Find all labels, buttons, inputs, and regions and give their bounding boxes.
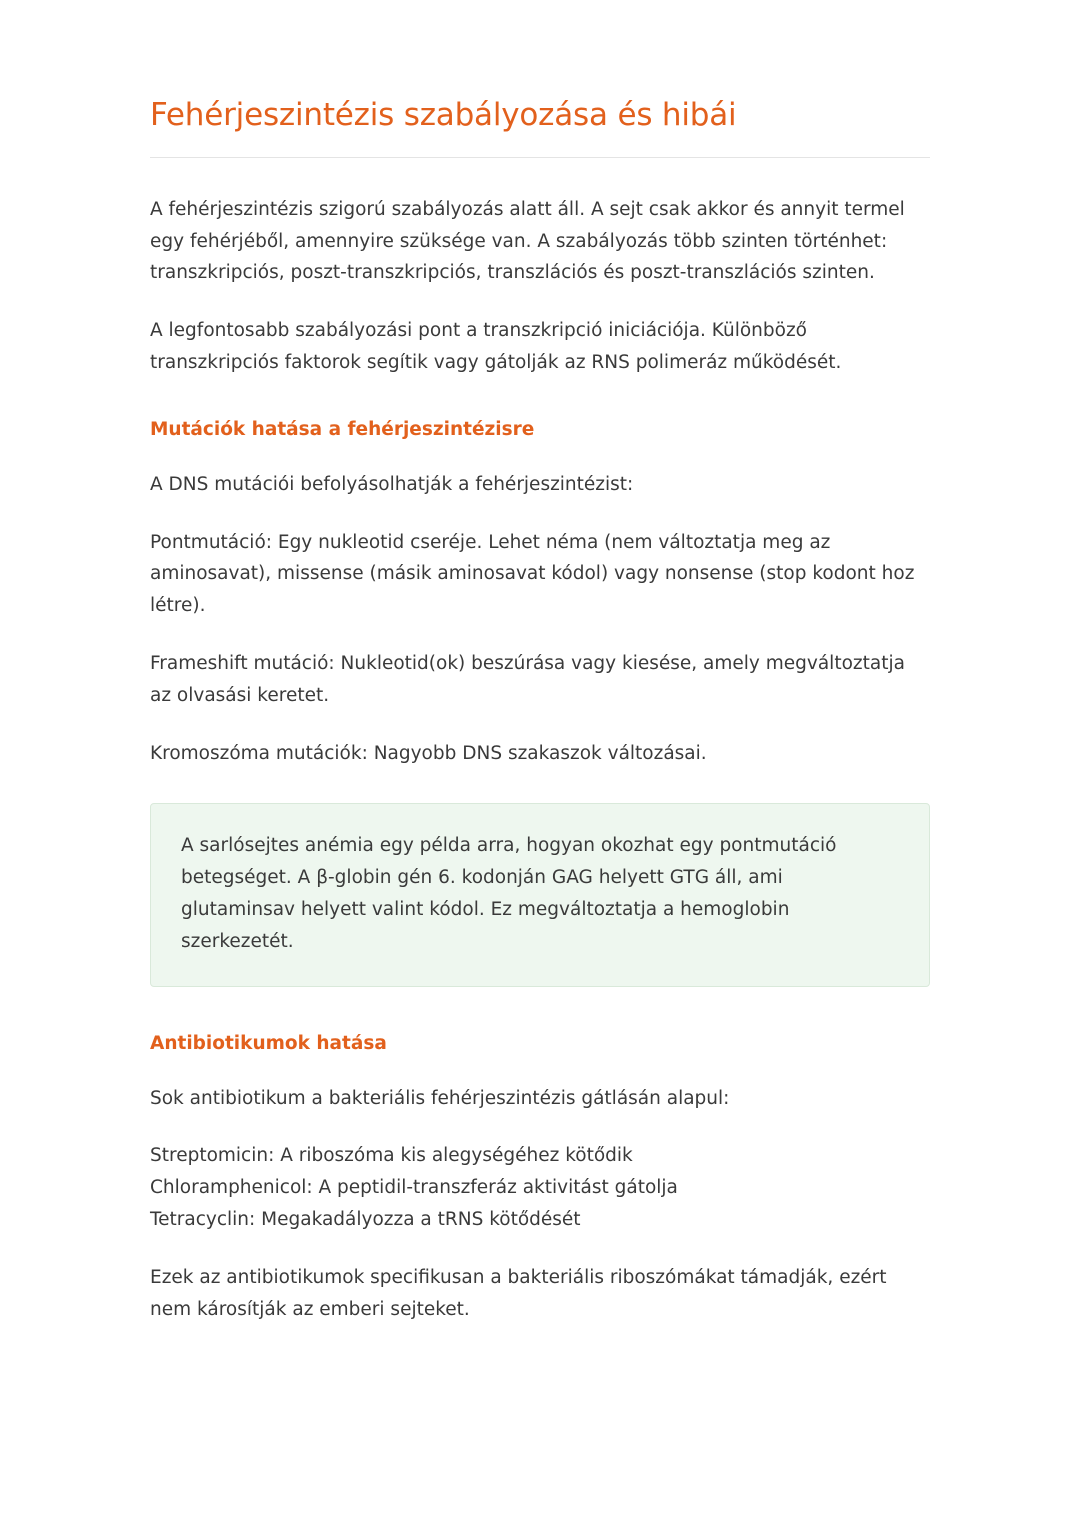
mutation-chromosome: Kromoszóma mutációk: Nagyobb DNS szakaszok változásai. — [150, 742, 707, 764]
example-callout-text: A sarlósejtes anémia egy példa arra, hogyan okozhat egy pontmutáció betegséget. A β-globin gén 6. kodonján GAG helyett GTG áll, ami glutaminsav helyett valint kódol. Ez megváltoztatja a hemoglobin szerkezetét. — [181, 835, 837, 952]
mutations-lead: A DNS mutációi befolyásolhatják a fehérjeszintézist: — [150, 473, 634, 495]
mutation-frameshift: Frameshift mutáció: Nukleotid(ok) beszúrása vagy kiesése, amely megváltoztatja az olvasási keretet. — [150, 652, 905, 706]
antibiotics-list — [150, 1140, 930, 1235]
list-item: Streptomicin: A riboszóma kis alegységéhez kötődik — [150, 1145, 633, 1167]
page-title: Fehérjeszintézis szabályozása és hibái — [150, 97, 737, 133]
list-item: Tetracyclin: Megakadályozza a tRNS kötődését — [150, 1208, 581, 1230]
antibiotics-closing: Ezek az antibiotikumok specifikusan a bakteriális riboszómákat támadják, ezért nem károsítják az emberi sejteket. — [150, 1266, 887, 1320]
section-heading-mutations: Mutációk hatása a fehérjeszintézisre — [150, 418, 535, 440]
section-heading-antibiotics: Antibiotikumok hatása — [150, 1032, 387, 1054]
mutation-point: Pontmutáció: Egy nukleotid cseréje. Lehet néma (nem változtatja meg az aminosavat), missense (másik aminosavat kódol) vagy nonsense (stop kodont hoz létre). — [150, 531, 915, 617]
intro-paragraph-2: A legfontosabb szabályozási pont a transzkripció iniciációja. Különböző transzkripciós faktorok segítik vagy gátolják az RNS polimeráz működését. — [150, 320, 842, 373]
title-divider — [150, 157, 930, 158]
example-callout — [150, 803, 930, 986]
list-item: Chloramphenicol: A peptidil-transzferáz aktivitást gátolja — [150, 1177, 678, 1199]
page-bottom-spacer — [150, 1351, 930, 1431]
antibiotics-lead: Sok antibiotikum a bakteriális fehérjeszintézis gátlásán alapul: — [150, 1087, 730, 1109]
intro-paragraph-1: A fehérjeszintézis szigorú szabályozás alatt áll. A sejt csak akkor és annyit termel egy fehérjéből, amennyire szüksége van. A szabályozás több szinten történhet: transzkripciós, poszt-transzkripciós, transzlációs és poszt-transzlációs szinten. — [150, 198, 905, 284]
